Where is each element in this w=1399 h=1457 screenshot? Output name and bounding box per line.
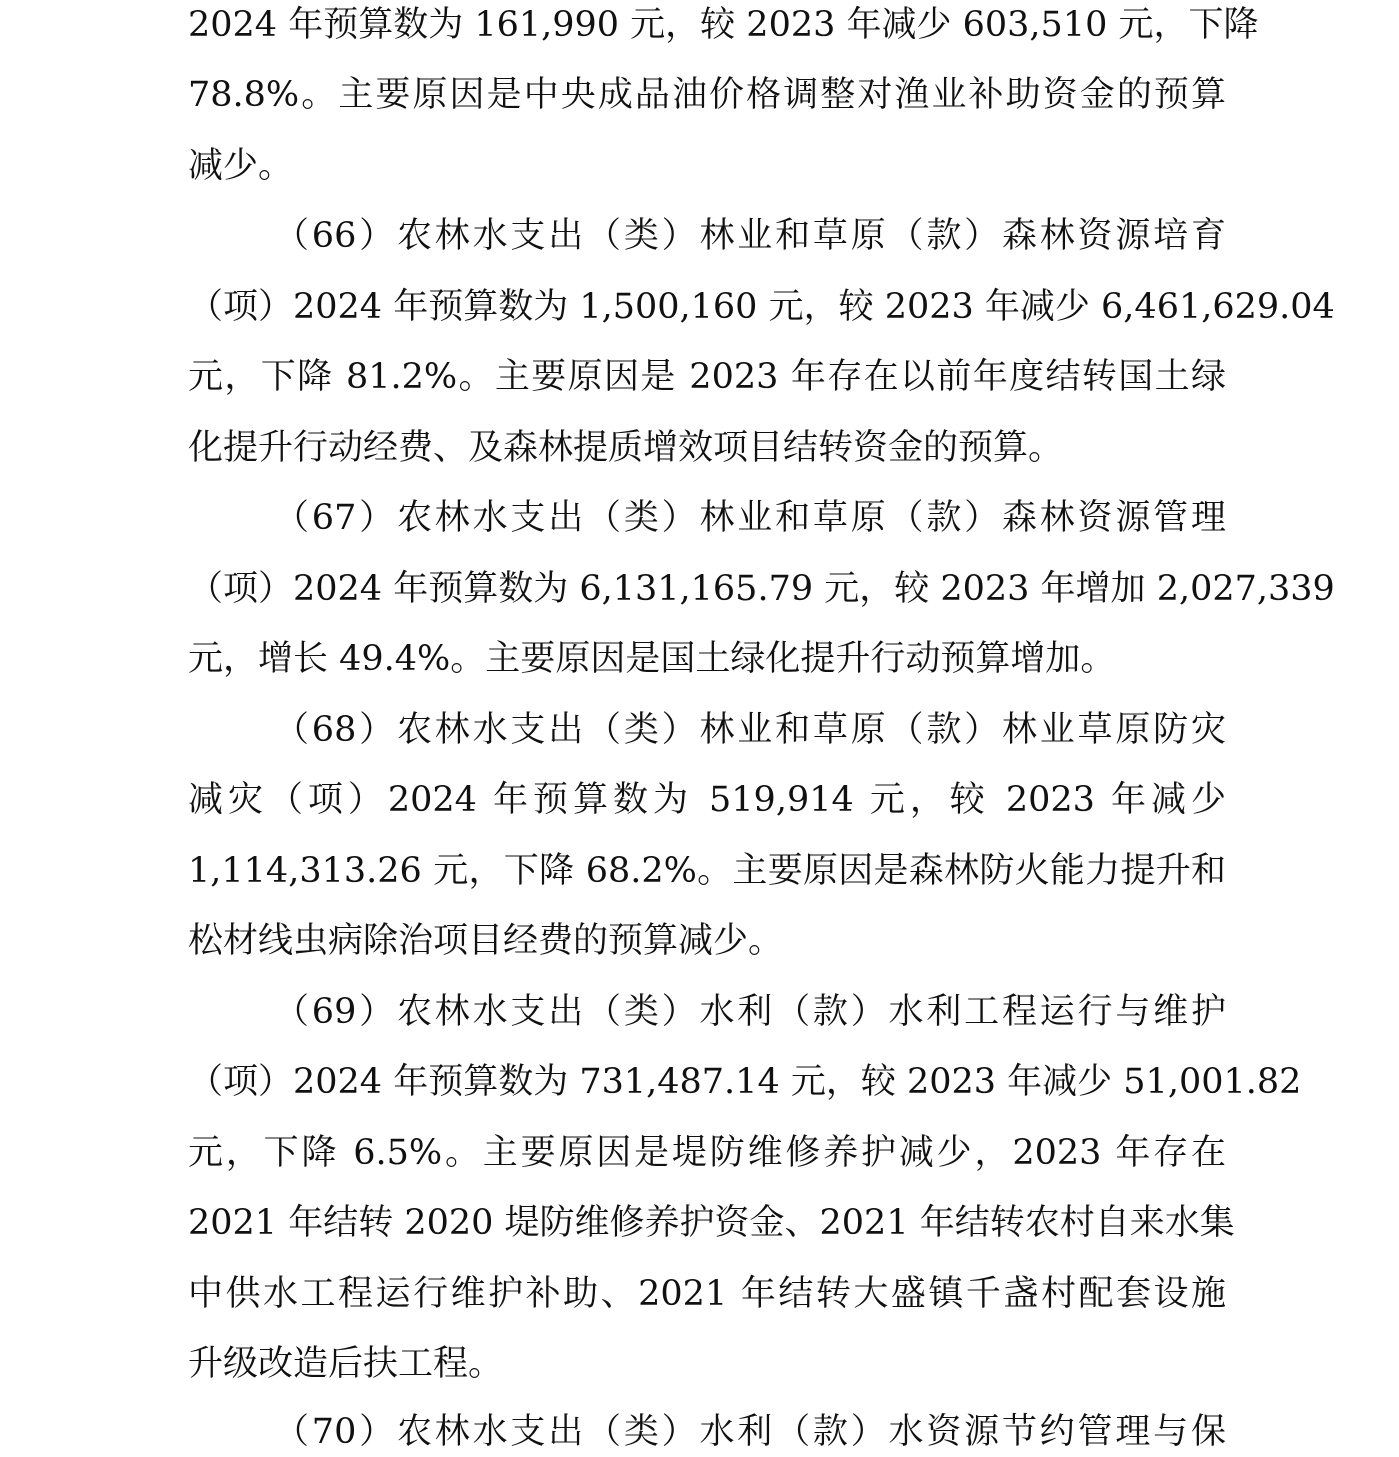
text-line: 元，下降 81.2%。主要原因是 2023 年存在以前年度结转国土绿: [188, 357, 1226, 397]
text-line: 78.8%。主要原因是中央成品油价格调整对渔业补助资金的预算: [188, 75, 1226, 115]
text-line: （项）2024 年预算数为 731,487.14 元，较 2023 年减少 51,001.82: [188, 1062, 1302, 1102]
text-line: 1,114,313.26 元，下降 68.2%。主要原因是森林防火能力提升和: [188, 851, 1226, 891]
paragraph-heading-68: （68）农林水支出（类）林业和草原（款）林业草原防灾: [274, 710, 1226, 750]
text-line: 2021 年结转 2020 堤防维修养护资金、2021 年结转农村自来水集: [188, 1203, 1235, 1243]
document-page: [188, 0, 1335, 1457]
text-line: 化提升行动经费、及森林提质增效项目结转资金的预算。: [188, 428, 1064, 468]
paragraph-heading-66: （66）农林水支出（类）林业和草原（款）森林资源培育: [274, 216, 1226, 256]
text-line: 中供水工程运行维护补助、2021 年结转大盛镇千盏村配套设施: [188, 1274, 1226, 1314]
text-line: 元，增长 49.4%。主要原因是国土绿化提升行动预算增加。: [188, 639, 1116, 679]
text-line: 松材线虫病除治项目经费的预算减少。: [188, 921, 784, 961]
paragraph-heading-69: （69）农林水支出（类）水利（款）水利工程运行与维护: [274, 992, 1226, 1032]
text-line: 升级改造后扶工程。: [188, 1344, 504, 1384]
text-line: 减灾（项）2024 年预算数为 519,914 元，较 2023 年减少: [188, 780, 1226, 820]
text-line: 2024 年预算数为 161,990 元，较 2023 年减少 603,510 元，下降: [188, 5, 1259, 45]
paragraph-heading-67: （67）农林水支出（类）林业和草原（款）森林资源管理: [274, 498, 1226, 538]
paragraph-heading-70: （70）农林水支出（类）水利（款）水资源节约管理与保: [274, 1412, 1226, 1452]
text-line: （项）2024 年预算数为 1,500,160 元，较 2023 年减少 6,461,629.04: [188, 287, 1335, 327]
text-line: 减少。: [188, 146, 294, 186]
text-line: （项）2024 年预算数为 6,131,165.79 元，较 2023 年增加 2,027,339: [188, 569, 1335, 609]
text-line: 元，下降 6.5%。主要原因是堤防维修养护减少，2023 年存在: [188, 1133, 1226, 1173]
